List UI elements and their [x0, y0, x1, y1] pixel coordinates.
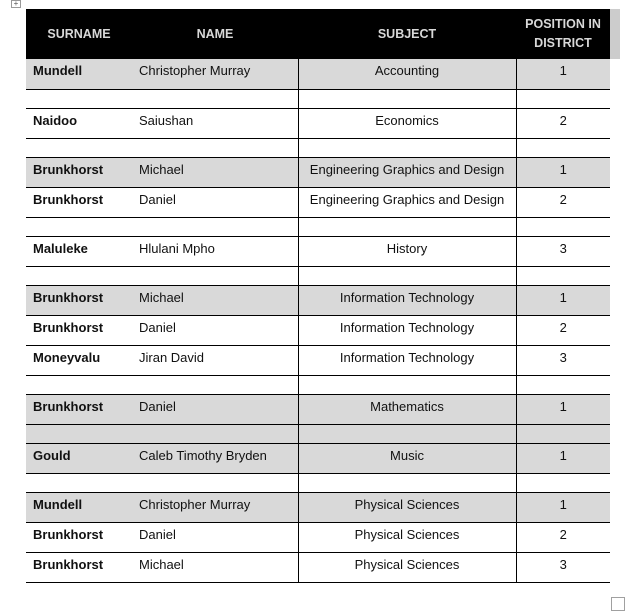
name-cell [132, 138, 298, 157]
position-cell: 1 [516, 59, 610, 89]
subject-cell: Engineering Graphics and Design [298, 187, 516, 217]
subject-cell: Engineering Graphics and Design [298, 157, 516, 187]
position-cell: 3 [516, 552, 610, 582]
header-surname: SURNAME [47, 26, 111, 41]
table-move-handle-icon[interactable]: + [11, 0, 21, 8]
surname-cell [26, 217, 132, 236]
name-cell [132, 424, 298, 443]
subject-cell: Economics [298, 108, 516, 138]
position-cell [516, 217, 610, 236]
subject-cell: Music [298, 443, 516, 473]
surname-cell: Brunkhorst [26, 187, 132, 217]
spacer-row [26, 473, 610, 492]
header-position: POSITION IN DISTRICT [525, 17, 601, 50]
name-cell: Christopher Murray [139, 63, 251, 78]
subject-cell [298, 266, 516, 285]
surname-cell [26, 375, 132, 394]
name-cell: Christopher Murray [132, 492, 298, 522]
surname-cell: Moneyvalu [26, 345, 132, 375]
position-cell [516, 89, 610, 108]
position-cell: 3 [516, 236, 610, 266]
table-row [26, 236, 610, 266]
surname-cell [26, 473, 132, 492]
table-row [26, 285, 610, 315]
name-cell: Daniel [132, 187, 298, 217]
table-row [26, 157, 610, 187]
spacer-row [26, 375, 610, 394]
position-cell: 1 [516, 157, 610, 187]
name-cell: Caleb Timothy Bryden [132, 443, 298, 473]
position-cell: 1 [516, 394, 610, 424]
district-results-table [26, 9, 610, 583]
name-cell [132, 473, 298, 492]
subject-cell [298, 424, 516, 443]
table-row [26, 394, 610, 424]
subject-cell [298, 473, 516, 492]
table-row [26, 345, 610, 375]
subject-cell: Physical Sciences [298, 492, 516, 522]
spacer-row [26, 89, 610, 108]
name-cell [132, 266, 298, 285]
position-cell: 1 [516, 492, 610, 522]
surname-cell: Brunkhorst [26, 394, 132, 424]
surname-cell: Naidoo [26, 108, 132, 138]
table-row [26, 187, 610, 217]
table-row [26, 59, 610, 89]
table-row [26, 443, 610, 473]
subject-cell: Physical Sciences [298, 552, 516, 582]
subject-cell [298, 375, 516, 394]
table-row [26, 315, 610, 345]
name-cell [132, 89, 298, 108]
name-cell [132, 375, 298, 394]
position-cell: 2 [516, 187, 610, 217]
position-cell [516, 266, 610, 285]
position-cell: 3 [516, 345, 610, 375]
subject-cell [298, 89, 516, 108]
table-row [26, 108, 610, 138]
spacer-row [26, 138, 610, 157]
spacer-row [26, 424, 610, 443]
name-cell [132, 217, 298, 236]
name-cell: Daniel [132, 394, 298, 424]
surname-cell: Gould [26, 443, 132, 473]
subject-cell: History [298, 236, 516, 266]
position-cell [516, 138, 610, 157]
name-cell: Michael [132, 157, 298, 187]
header-shadow [610, 9, 620, 59]
spacer-row [26, 266, 610, 285]
position-cell: 2 [516, 522, 610, 552]
name-cell: Daniel [132, 315, 298, 345]
surname-cell [26, 89, 132, 108]
surname-cell: Maluleke [26, 236, 132, 266]
surname-cell [26, 266, 132, 285]
surname-cell: Brunkhorst [26, 315, 132, 345]
table-row [26, 552, 610, 582]
surname-cell [26, 424, 132, 443]
surname-cell [26, 138, 132, 157]
subject-cell [298, 217, 516, 236]
surname-cell: Mundell [26, 492, 132, 522]
position-cell [516, 424, 610, 443]
subject-cell: Accounting [298, 59, 516, 89]
position-cell: 2 [516, 108, 610, 138]
position-cell: 1 [516, 285, 610, 315]
table-row [26, 522, 610, 552]
header-name: NAME [196, 26, 234, 41]
subject-cell [298, 138, 516, 157]
surname-cell: Brunkhorst [26, 552, 132, 582]
surname-cell: Mundell [33, 63, 83, 78]
subject-cell: Mathematics [298, 394, 516, 424]
name-cell: Hlulani Mpho [132, 236, 298, 266]
position-cell [516, 375, 610, 394]
table-resize-handle-icon[interactable] [611, 597, 625, 611]
surname-cell: Brunkhorst [26, 157, 132, 187]
surname-cell: Brunkhorst [26, 285, 132, 315]
subject-cell: Information Technology [298, 315, 516, 345]
name-cell: Saiushan [132, 108, 298, 138]
position-cell: 1 [516, 443, 610, 473]
name-cell: Michael [132, 285, 298, 315]
subject-cell: Information Technology [298, 345, 516, 375]
spacer-row [26, 217, 610, 236]
table-header-row [26, 9, 610, 59]
surname-cell: Brunkhorst [26, 522, 132, 552]
name-cell: Jiran David [132, 345, 298, 375]
name-cell: Daniel [132, 522, 298, 552]
table-row [26, 492, 610, 522]
header-subject: SUBJECT [377, 26, 437, 41]
position-cell: 2 [516, 315, 610, 345]
subject-cell: Physical Sciences [298, 522, 516, 552]
position-cell [516, 473, 610, 492]
name-cell: Michael [132, 552, 298, 582]
subject-cell: Information Technology [298, 285, 516, 315]
